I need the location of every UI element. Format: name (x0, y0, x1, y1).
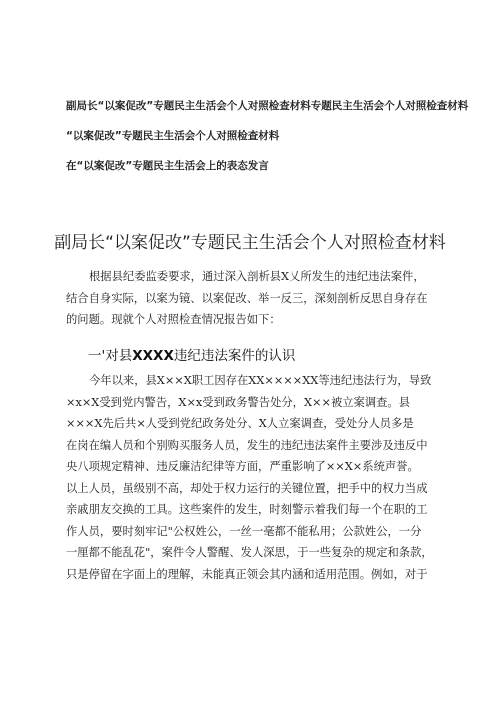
body-paragraph (66, 370, 446, 585)
intro-line: 根据县纪委监委要求，通过深入剖析县X乂所发生的违纪违法案件， (89, 270, 425, 283)
section-heading-suffix: 违纪违法案件的认识 (173, 348, 296, 364)
intro-line: 的问题。现就个人对照检查情况报告如下： (66, 313, 281, 326)
intro-line: 结合自身实际，以案为镜、以案促改、举一反三，深刻剖析反思自身存在 (66, 291, 428, 305)
toc-entry-2[interactable]: “以案促改”专题民主生活会个人对照检查材料 (66, 130, 280, 142)
section-heading-prefix: 一'对县 (88, 348, 133, 364)
body-line: 今年以来，县X××X职工因存在XX××××XX等违纪违法行为，导致 (89, 374, 432, 387)
section-heading-bold: XXXX (132, 348, 174, 364)
body-line: 亲戚朋友交换的工具。这些案件的发生，时刻警示着我们每一个在职的工 (66, 503, 428, 516)
toc-entry-3[interactable]: 在“以案促改”专题民主生活会上的表态发言 (66, 160, 269, 172)
intro-paragraph (66, 266, 446, 331)
body-line: 以上人员，虽级别不高，却处于权力运行的关键位置，把手中的权力当成 (66, 481, 428, 495)
body-line: 只是停留在字面上的理解，未能真正领会其内涵和适用范围。例如，对于 (66, 567, 428, 581)
body-line: 央八项规定精神、违反廉洁纪律等方面，严重影响了××X×系统声誉。 (66, 460, 419, 473)
body-line: 在岗在编人员和个别购买服务人员，发生的违纪违法案件主要涉及违反中 (66, 438, 428, 452)
body-line: ×x×X受到党内警告，X×x受到政务警告处分，X××被立案调查。县 (66, 395, 411, 409)
document-title: 副局长“以案促改”专题民主生活会个人对照检查材料 (54, 233, 446, 253)
toc-entry-1[interactable]: 副局长“以案促改”专题民主生活会个人对照检查材料专题民主生活会个人对照检查材料 (66, 100, 469, 112)
section-heading (88, 344, 295, 364)
body-line: 一厘都不能乱花"，案件令人警醒、发人深思，于一些复杂的规定和条款， (66, 546, 433, 559)
body-line: 作人员，要时刻牢记"公权姓公，一丝一毫都不能私用；公款姓公，一分 (66, 524, 422, 538)
body-line: ×××X先后共×人受到党纪政务处分、X人立案调查，受处分人员多是 (66, 417, 414, 430)
